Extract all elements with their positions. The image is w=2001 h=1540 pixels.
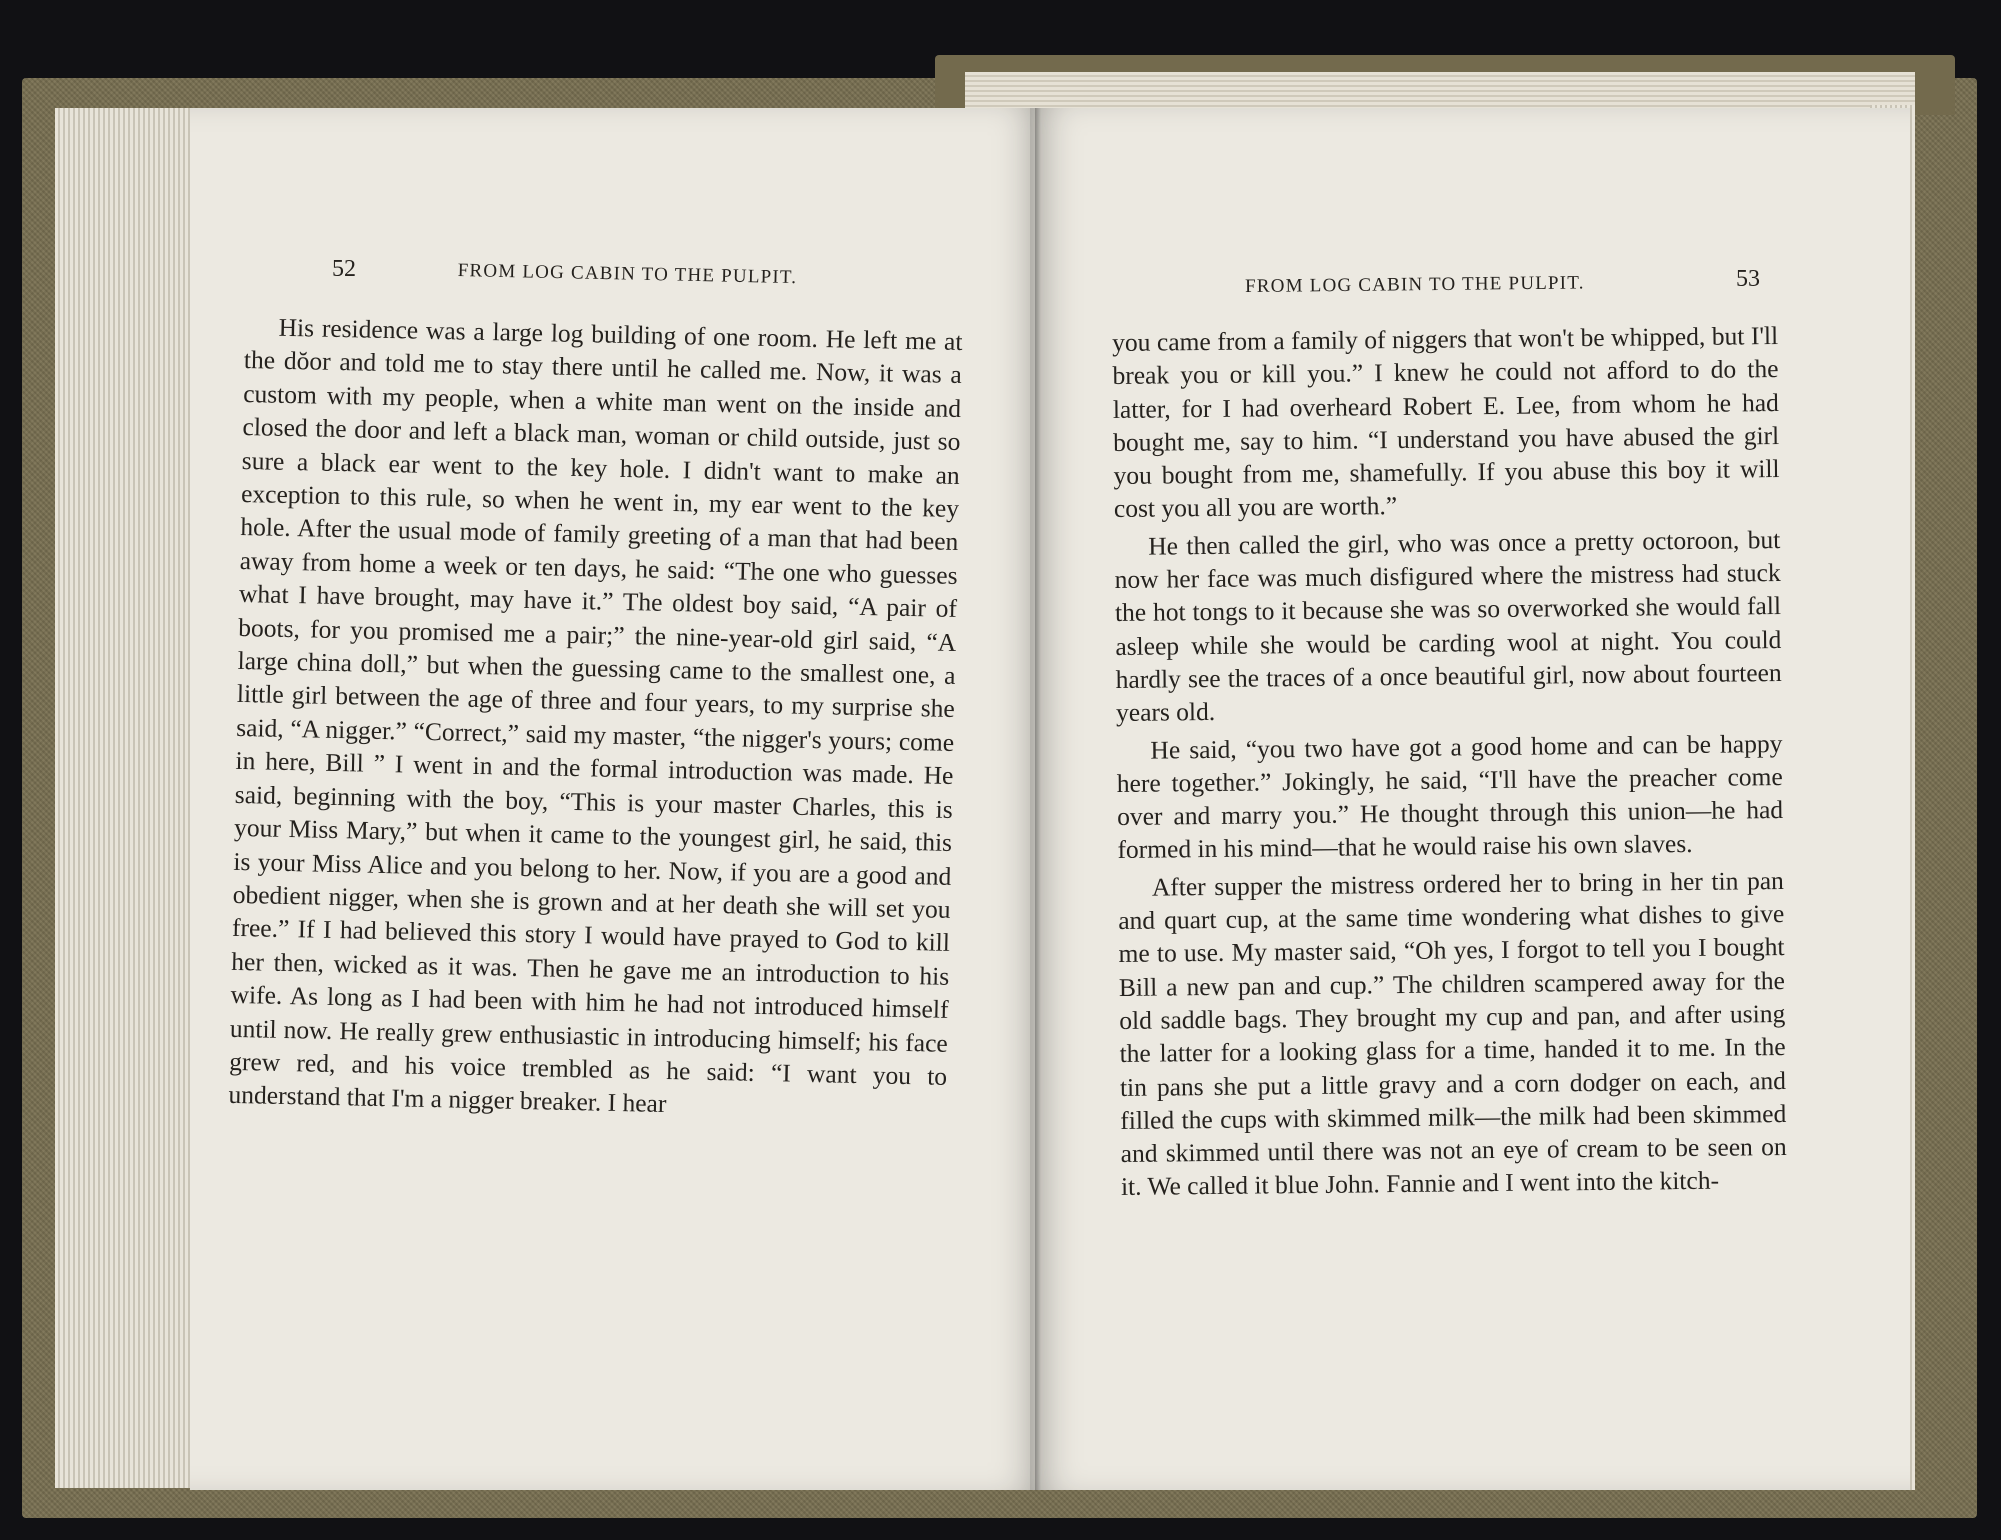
left-page (190, 108, 1045, 1490)
left-page-number: 52 (332, 256, 356, 282)
page-edges-left (55, 108, 195, 1488)
right-paragraph-2: He then called the girl, who was once a pretty octoroon, but now her face was much disfigured where the mistress had stuck the hot tongs to it because she was so overworked she would fall asleep while she would be carding wool at night. You could hardly see the traces of a once beautiful girl, now about fourteen years old. (1114, 524, 1782, 728)
right-page (1030, 108, 1910, 1490)
right-page-text (1112, 319, 1787, 1204)
right-running-head: FROM LOG CABIN TO THE PULPIT. (1245, 272, 1585, 297)
right-page-number: 53 (1736, 266, 1760, 292)
book-gutter (1035, 108, 1041, 1490)
right-paragraph-3: He said, “you two have got a good home and can be happy here together.” Jokingly, he said, “I'll have the preacher come over and marry you.” He thought through this union—he had formed in his mind—that he would raise his own slaves. (1116, 728, 1784, 865)
right-paragraph-1: you came from a family of niggers that won't be whipped, but I'll break you or kill you.” I knew he could not afford to do the latter, for I had overheard Robert E. Lee, from whom he had bought me, say to him. “I understand you have abused the girl you bought from me, shamefully. If you abuse this boy it will cost you all you are worth.” (1112, 321, 1780, 524)
left-page-text (228, 310, 963, 1127)
page-edges-top (965, 72, 1915, 110)
right-paragraph-4: After supper the mistress ordered her to bring in her tin pan and quart cup, at the same time wondering what dishes to give me to use. My master said, “Oh yes, I forgot to tell you I bought Bill a new pan and cup.” The children scampered away for the old saddle bags. They brought my cup and pan, and after using the latter for a looking glass for a time, handed it to me. In the tin pans she put a little gravy and a corn dodger on each, and filled the cups with skimmed milk—the milk had been skimmed and skimmed until there was not an eye of cream to be seen on it. We called it blue John. Fannie and I went into the kitch- (1118, 865, 1787, 1202)
left-paragraph-1: His residence was a large log building of one room. He left me at the dŏor and told me to stay there until he called me. Now, it was a custom with my people, when a white man went on the inside and closed the door and left a black man, woman or child outside, just so sure a black ear went to the key hole. I didn't want to make an exception to this rule, so when he went in, my ear went to the key hole. After the usual mode of family greeting of a man that had been away from home a week or ten days, he said: “The one who guesses what I have brought, may have it.” The oldest boy said, “A pair of boots, for you promised me a pair;” the nine-year-old girl said, “A large china doll,” but when the guessing came to the smallest one, a little girl between the age of three and four years, to my surprise she said, “A nigger.” “Correct,” said my master, “the nigger's yours; come in here, Bill ” I went in and the formal introduction was made. He said, beginning with the boy, “This is your master Charles, this is your Miss Mary,” but when it came to the youngest girl, he said, this is your Miss Alice and you belong to her. Now, if you are a good and obedient nigger, when she is grown and at her death she will set you free.” If I had believed this story I would have prayed to God to kill her then, wicked as it was. Then he gave me an introduction to his wife. As long as I had been with him he had not introduced himself until now. He really grew enthusiastic in introducing himself; his face grew red, and his voice trembled as he said: “I want you to understand that I'm a nigger breaker. I hear (228, 312, 963, 1119)
left-running-head: FROM LOG CABIN TO THE PULPIT. (457, 260, 798, 289)
